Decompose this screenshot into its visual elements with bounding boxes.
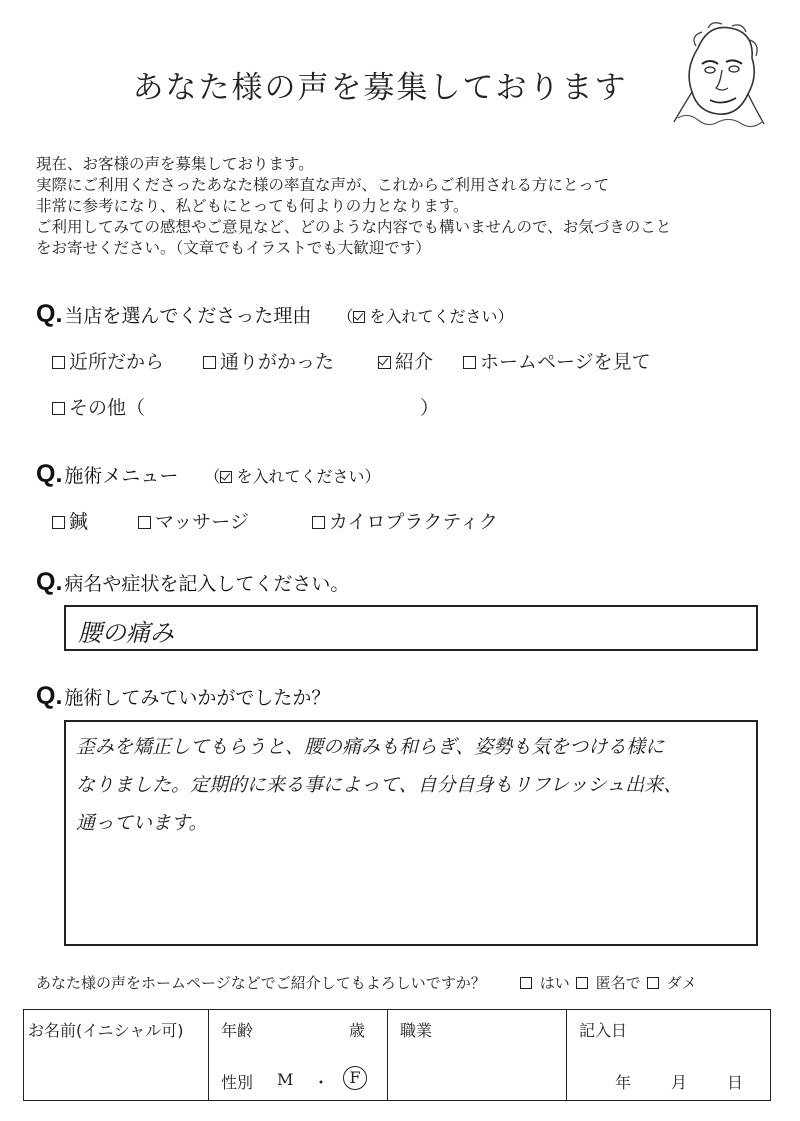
consent-yes[interactable]: はい xyxy=(539,974,570,992)
checkbox-icon[interactable] xyxy=(52,516,65,529)
checkbox-icon[interactable] xyxy=(52,402,65,415)
question-menu xyxy=(36,460,380,489)
checkbox-icon[interactable] xyxy=(576,977,588,989)
checkbox-icon xyxy=(353,311,365,323)
gender-separator: ・ xyxy=(313,1073,330,1092)
checkbox-icon[interactable] xyxy=(647,977,659,989)
symptoms-answer-box[interactable] xyxy=(64,605,758,651)
checkbox-icon[interactable] xyxy=(312,516,325,529)
checkbox-icon[interactable] xyxy=(138,516,151,529)
option-other[interactable]: その他（ xyxy=(52,393,145,420)
age-label: 年齢 xyxy=(221,1021,254,1040)
option-passing-by[interactable]: 通りがかった xyxy=(203,347,334,374)
intro-line: をお寄せください。（文章でもイラストでも大歓迎です） xyxy=(36,239,431,257)
date-month: 月 xyxy=(671,1073,688,1092)
checkbox-icon[interactable] xyxy=(520,977,532,989)
q-marker: Q. xyxy=(36,568,63,596)
gender-label: 性別 xyxy=(221,1073,254,1092)
option-chiropractic[interactable]: カイロプラクティク xyxy=(312,507,498,534)
question-impression xyxy=(36,682,330,711)
question-symptoms xyxy=(36,568,349,597)
job-cell[interactable] xyxy=(388,1010,567,1101)
name-label: お名前(イニシャル可) xyxy=(28,1021,184,1040)
consent-options xyxy=(516,974,697,992)
q-marker: Q. xyxy=(36,300,63,328)
intro-line: 非常に参考になり、私どもにとっても何よりの力となります。 xyxy=(36,197,469,215)
intro-text xyxy=(36,154,756,259)
question-reason xyxy=(36,300,513,329)
checkbox-icon xyxy=(220,471,232,483)
date-label: 記入日 xyxy=(579,1021,628,1040)
intro-line: 現在、お客様の声を募集しております。 xyxy=(36,155,314,173)
checkbox-checked-icon[interactable] xyxy=(378,356,391,369)
intro-line: 実際にご利用くださったあなた様の率直な声が、これからご利用される方にとって xyxy=(36,176,610,194)
q-marker: Q. xyxy=(36,682,63,710)
consent-row xyxy=(36,972,697,993)
checkbox-icon[interactable] xyxy=(203,356,216,369)
option-other-close: ） xyxy=(420,397,440,419)
impression-line: 通っています。 xyxy=(76,812,208,834)
impression-answer xyxy=(76,728,682,842)
impression-answer-box[interactable] xyxy=(64,720,758,946)
option-massage[interactable]: マッサージ xyxy=(138,507,249,534)
intro-line: ご利用してみての感想やご意見など、どのような内容でも構いませんので、お気づきのこと xyxy=(36,218,672,236)
consent-question: あなた様の声をホームページなどでご紹介してもよろしいですか？ xyxy=(36,974,486,992)
portrait-illustration xyxy=(668,18,768,130)
q-marker: Q. xyxy=(36,460,63,488)
date-year: 年 xyxy=(615,1073,632,1092)
age-gender-cell[interactable] xyxy=(209,1010,388,1101)
date-cell[interactable] xyxy=(567,1010,771,1101)
consent-anonymous[interactable]: 匿名で xyxy=(595,974,641,992)
gender-male[interactable]: M xyxy=(277,1070,294,1089)
question-label: 病名や症状を記入してください。 xyxy=(64,573,350,595)
job-label: 職業 xyxy=(400,1021,433,1040)
date-day: 日 xyxy=(727,1073,744,1092)
page-title: あなた様の声を募集しております xyxy=(132,70,628,106)
question-label: 施術してみていかがでしたか？ xyxy=(64,687,331,709)
checkbox-icon[interactable] xyxy=(463,356,476,369)
consent-no[interactable]: ダメ xyxy=(666,974,697,992)
customer-info-table xyxy=(23,1009,771,1101)
question-label: 施術メニュー xyxy=(64,465,179,487)
impression-line: 歪みを矯正してもらうと、腰の痛みも和らぎ、姿勢も気をつける様に xyxy=(76,736,665,758)
impression-line: なりました。定期的に来る事によって、自分自身もリフレッシュ出来、 xyxy=(76,774,683,796)
option-referral[interactable]: 紹介 xyxy=(378,347,433,374)
name-cell[interactable] xyxy=(24,1010,209,1101)
option-acupuncture[interactable]: 鍼 xyxy=(52,507,88,534)
checkbox-icon[interactable] xyxy=(52,356,65,369)
symptoms-answer: 腰の痛み xyxy=(78,619,174,647)
option-neighborhood[interactable]: 近所だから xyxy=(52,347,164,374)
option-homepage[interactable]: ホームページを見て xyxy=(463,347,651,374)
gender-female-circled[interactable]: F xyxy=(343,1066,367,1090)
question-label: 当店を選んでくださった理由 xyxy=(64,305,312,327)
question-note: （ を入れてください） xyxy=(337,307,514,326)
age-unit: 歳 xyxy=(349,1021,366,1040)
question-note: （ を入れてください） xyxy=(204,467,381,486)
